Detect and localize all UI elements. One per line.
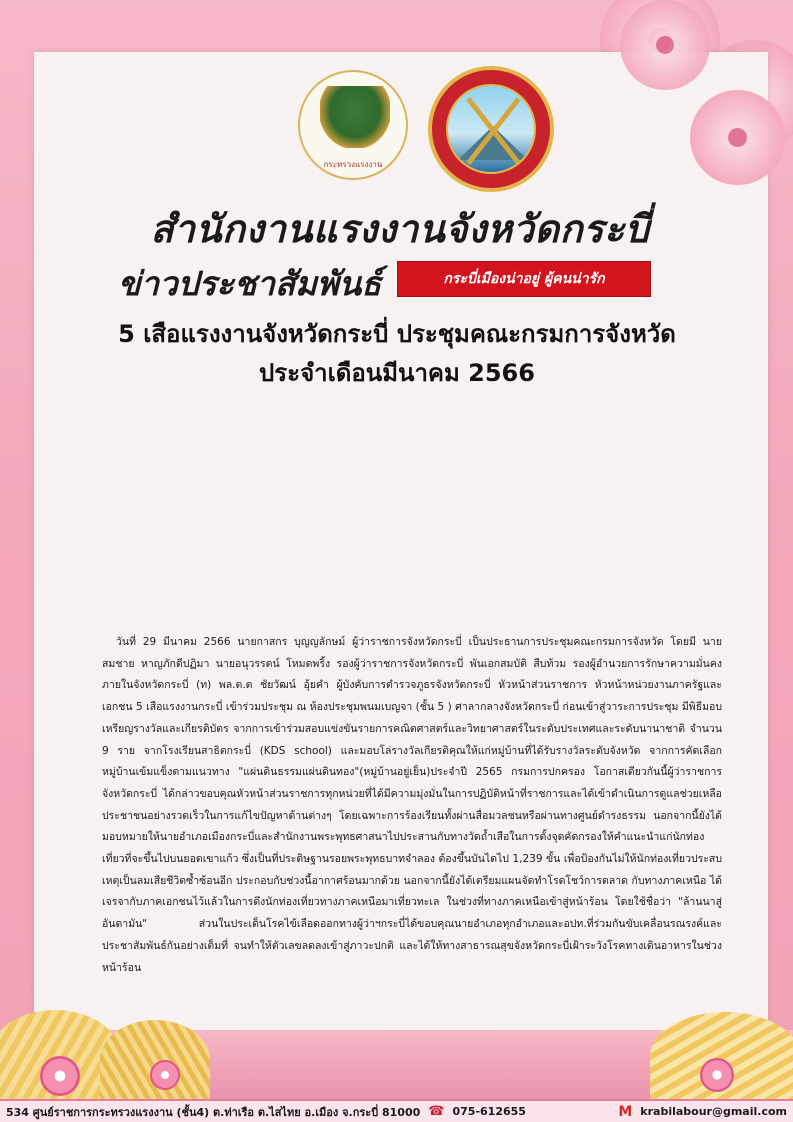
- footer-address: 534 ศูนย์ราชการกระทรวงแรงงาน (ชั้น4) ต.ท่าเรือ ต.ไสไทย อ.เมือง จ.กระบี่ 81000: [6, 1105, 421, 1119]
- deity-figure-icon: [320, 86, 390, 148]
- ministry-of-labour-emblem: [298, 70, 408, 180]
- headline-line-2: ประจำเดือนมีนาคม 2566: [259, 359, 535, 387]
- flower-decoration: [150, 1060, 180, 1090]
- headline-line-1: 5 เสือแรงงานจังหวัดกระบี่ ประชุมคณะกรมการจังหวัด: [118, 320, 676, 348]
- seal-inner: [446, 84, 536, 174]
- mail-icon: M: [618, 1103, 633, 1120]
- blossom-decoration: [690, 90, 785, 185]
- krabi-province-seal: [428, 66, 554, 192]
- fan-decoration: [100, 1020, 210, 1100]
- contact-footer: [0, 1099, 793, 1122]
- office-title: สำนักงานแรงงานจังหวัดกระบี่: [150, 207, 650, 251]
- emblem-caption: กระทรวงแรงงาน: [323, 160, 383, 169]
- flower-decoration: [700, 1058, 734, 1092]
- phone-icon: ☎: [428, 1104, 445, 1119]
- slogan-banner: กระบี่เมืองน่าอยู่ ผู้คนน่ารัก: [398, 262, 650, 296]
- footer-phone[interactable]: 075-612655: [452, 1105, 526, 1118]
- article-body: วันที่ 29 มีนาคม 2566 นายกาสกร บุญญลักษม์ ผู้ว่าราชการจังหวัดกระบี่ เป็นประธานการประชุมคณะกรมการจังหวัด โดยมี นายสมชาย หาญภักดีปฏิมา นายอนุวรรตน์ โหมดพริ้ง รองผู้ว่าราชการจังหวัดกระบี่ พันเอกสมบัติ สืบท้วม รองผู้อำนวยการรักษาความมั่นคงภายในจังหวัดกระบี่ (ท) พล.ต.ต ชัยวัฒน์ อุ้ยคำ ผู้บังคับการตำรวจภูธรจังหวัดกระบี่ หัวหน้าส่วนราชการ หัวหน้าหน่วยงานภาครัฐและเอกชน 5 เสือแรงงานกระบี่ เข้าร่วมประชุม ณ ห้องประชุมพนมเบญจา (ชั้น 5 ) ศาลากลางจังหวัดกระบี่ ก่อนเข้าสู่วาระการประชุม มีพิธีมอบเหรียญรางวัลและเกียรติบัตร จากการเข้าร่วมสอบแข่งขันรายการคณิตศาสตร์และวิทยาศาสตร์ในระดับประเทศและระดับนานาชาติ จำนวน 9 ราย จากโรงเรียนสาธิตกระบี่ (KDS school) และมอบโล่รางวัลเกียรติคุณให้แก่หมู่บ้านที่ได้รับรางวัลระดับจังหวัด จากการคัดเลือกหมู่บ้านเข้มแข็งตามแนวทาง "แผ่นดินธรรมแผ่นดินทอง"(หมู่บ้านอยู่เย็น)ประจำปี 2565 กรมการปกครอง โอกาสเดียวกันนี้ผู้ว่าราชการจังหวัดกระบี่ ได้กล่าวขอบคุณหัวหน้าส่วนราชการทุกหน่วยที่ได้มีความมุ่งมั่นในการปฏิบัติหน้าที่ราชการและได้เข้าดำเนินการดูแลช่วยเหลือประชาชนอย่างรวดเร็วในการแก้ไขปัญหาด้านต่างๆ โดยเฉพาะการร้องเรียนทั้งผ่านสื่อมวลชนหรือผ่านทางศูนย์ดำรงธรรม นอกจากนี้ยังได้มอบหมายให้นายอำเภอเมืองกระบี่และสำนักงานพระพุทธศาสนาไปประสานกับทางวัดถ้ำเสือในการตั้งจุดคัดกรองให้คำแนะนำแก่นักท่องเที่ยวที่จะขึ้นไปบนยอดเขาแก้ว ซึ่งเป็นที่ประดิษฐานรอยพระพุทธบาทจำลอง ต้องขึ้นบันไดไป 1,239 ขั้น เพื่อป้องกันไม่ให้นักท่องเที่ยวประสบเหตุเป็นลมเสียชีวิตซ้ำซ้อนอีก ประกอบกับช่วงนี้อากาศร้อนมากด้วย นอกจากนี้ยังได้เตรียมแผนจัดทำโรดโชว์การตลาด กับทางภาคเหนือ ได้เจรจากับภาคเอกชนไว้แล้วในการดึงนักท่องเที่ยวทางภาคเหนือมาเที่ยวทะเล ในช่วงที่ทางภาคเหนือเข้าสู่หน้าร้อน โดยใช้ชื่อว่า "ล้านนาสู่อันดามัน" ส่วนในประเด็นโรคไข้เลือดออกทางผู้ว่าฯกระบี่ได้ขอบคุณนายอำเภอทุกอำเภอและอปท.ที่ร่วมกันขับเคลื่อนรณรงค์และประชาสัมพันธ์กันอย่างเต็มที่ จนทำให้ตัวเลขลดลงเข้าสู่ภาวะปกติ และได้ให้ทางสาธารณสุขจังหวัดกระบี่เฝ้าระวังโรคทางเดินอาหารในช่วงหน้าร้อน: [102, 636, 722, 974]
- footer-email[interactable]: krabilabour@gmail.com: [640, 1105, 787, 1118]
- blossom-decoration: [620, 0, 710, 90]
- flower-decoration: [40, 1056, 80, 1096]
- section-title: ข่าวประชาสัมพันธ์: [118, 264, 382, 303]
